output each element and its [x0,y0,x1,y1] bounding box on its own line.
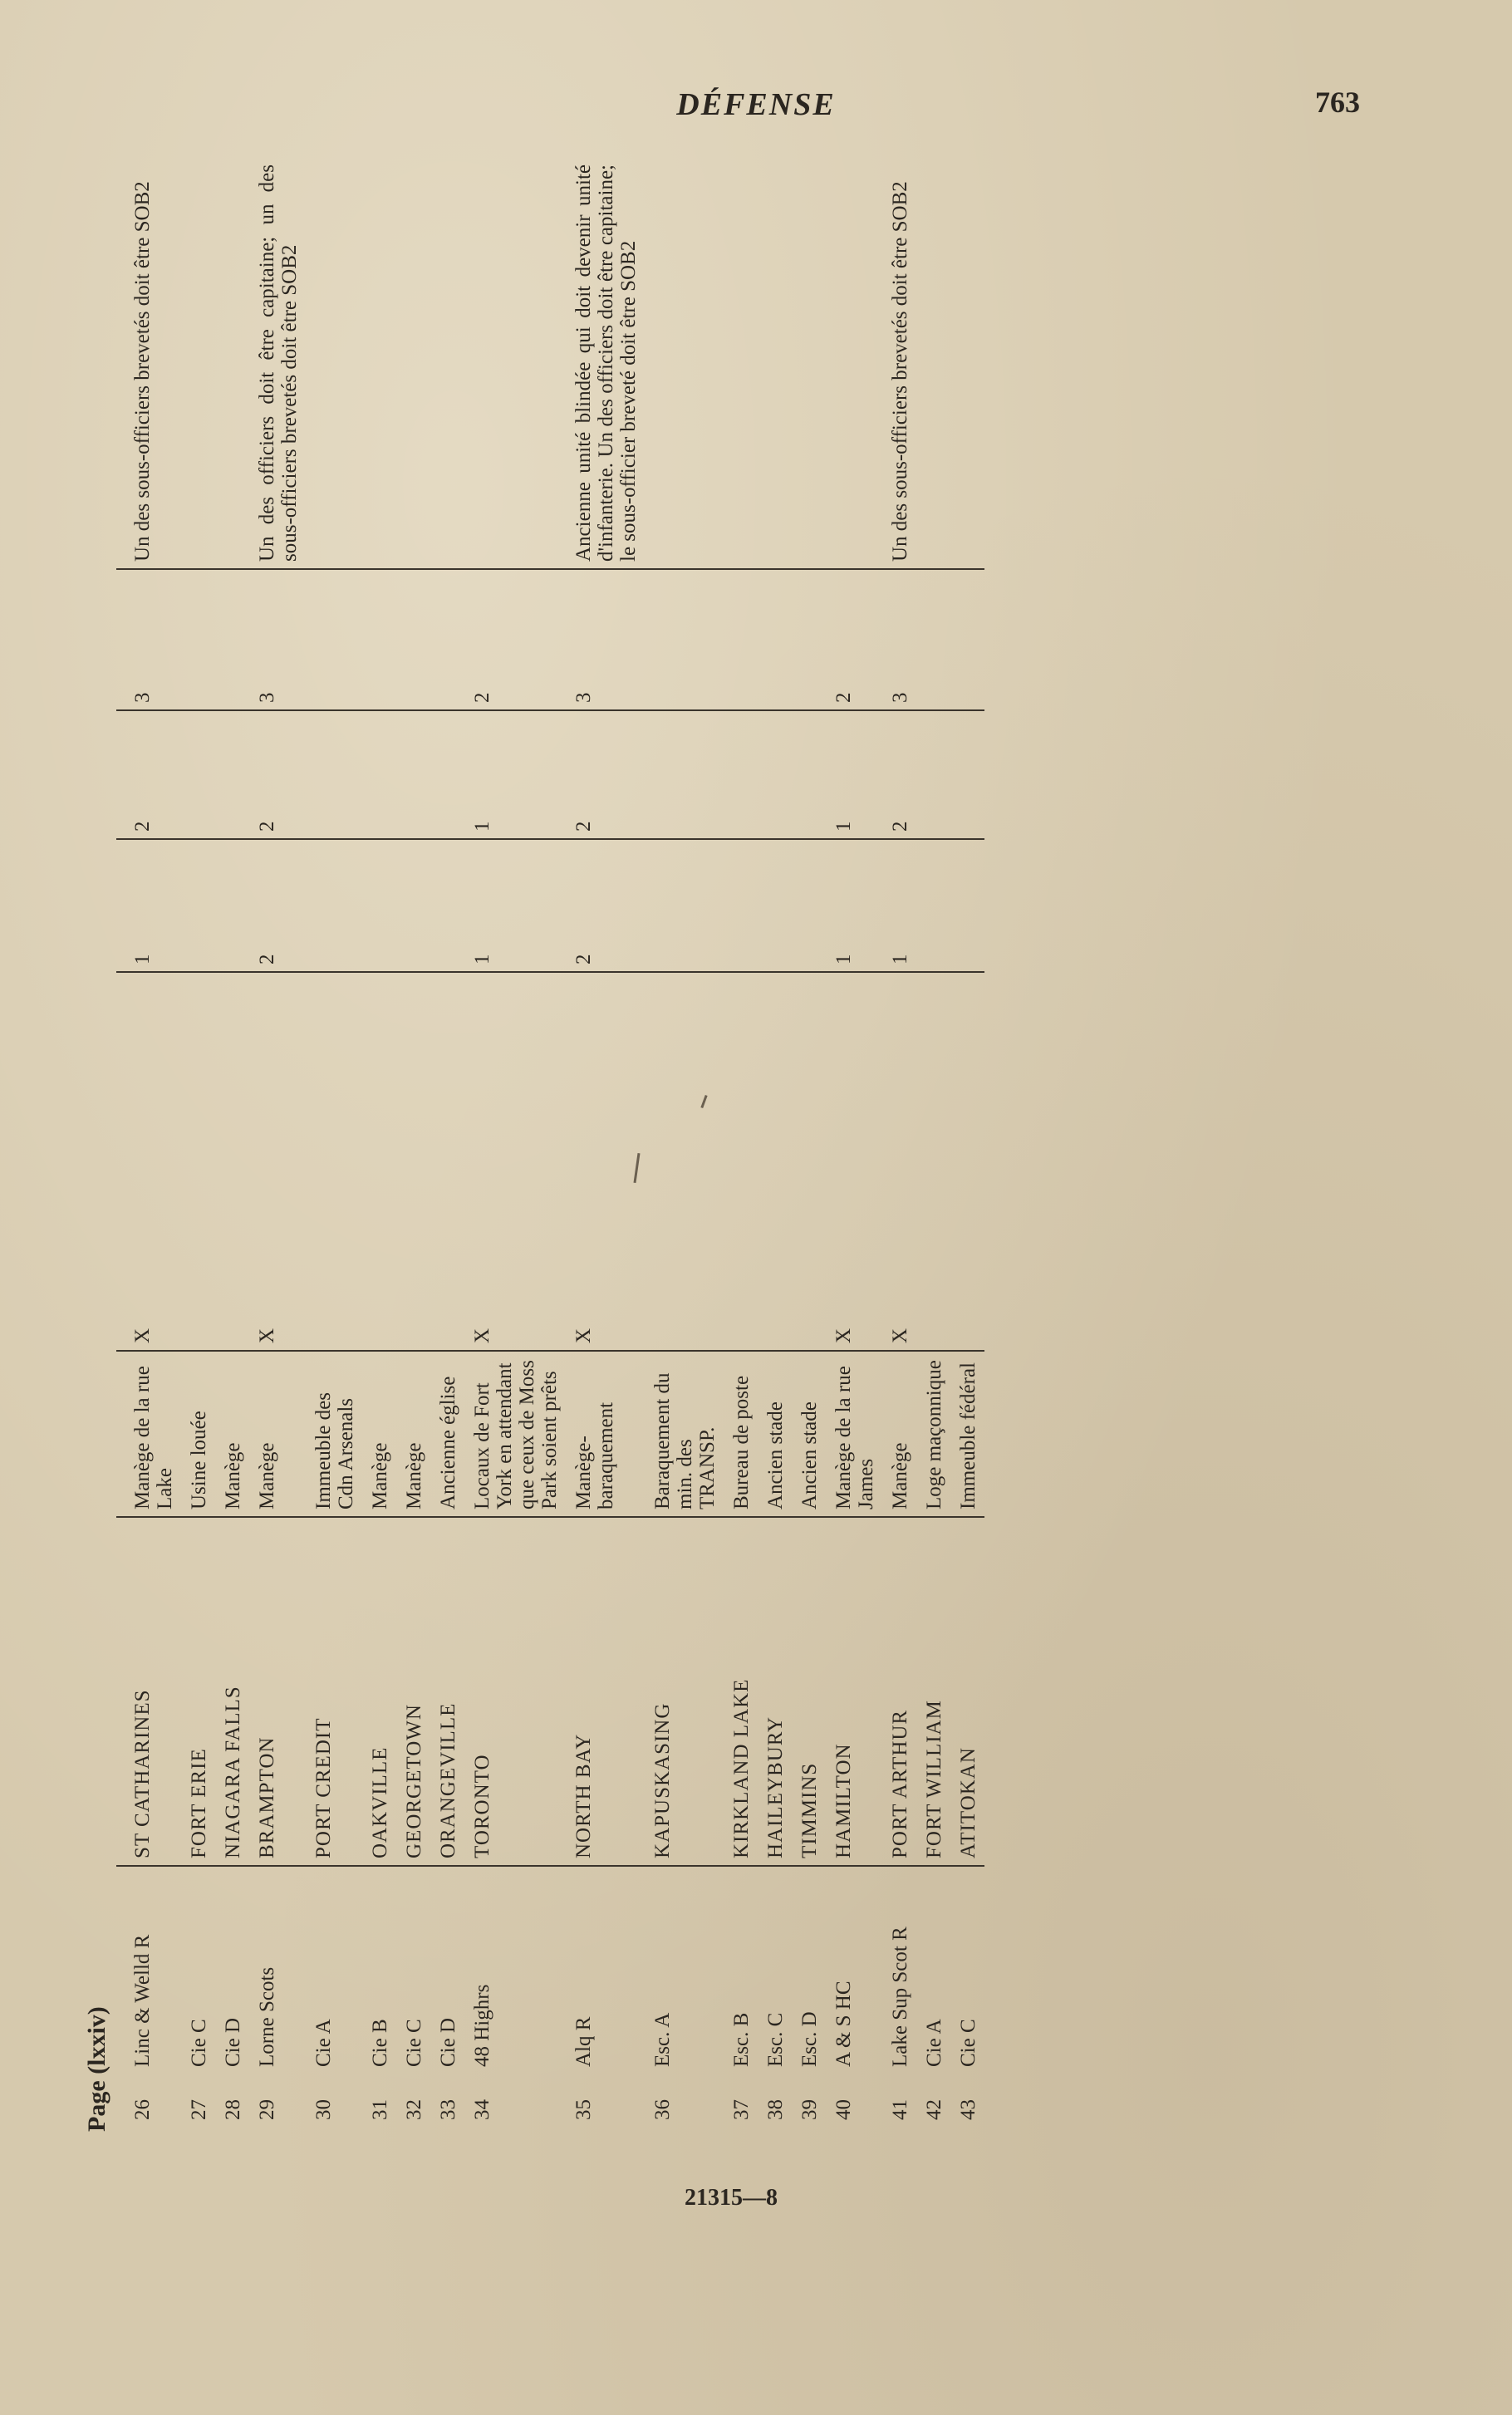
spacer-cell [116,972,125,1351]
place-name: PORT CREDIT [306,1517,362,1866]
remarks [396,158,430,569]
table-row [882,158,916,2127]
running-head: DÉFENSE [676,87,836,122]
x-mark [724,972,758,1351]
value-col-3 [950,569,984,710]
value-col-2: 1 [826,710,882,839]
row-number: 38 [764,2099,787,2120]
table-row [792,158,826,2127]
unit-name: Cie D [222,2017,244,2067]
garrison-table [116,158,984,2127]
value-col-1 [724,839,758,972]
building: Ancienne église [430,1351,464,1517]
value-col-3: 3 [566,569,645,710]
spacer-cell [116,158,125,569]
x-mark [758,972,792,1351]
value-col-1 [181,839,215,972]
x-mark [916,972,950,1351]
value-col-3 [645,569,724,710]
rotated-table-area [83,150,1296,2132]
table-row [724,158,758,2127]
row-number: 37 [730,2099,753,2120]
value-col-1 [645,839,724,972]
unit-name: A & S HC [832,1981,855,2067]
value-col-3: 2 [826,569,882,710]
unit-name: Cie A [312,2019,335,2067]
table-row [464,158,566,2127]
value-col-2: 2 [125,710,181,839]
value-col-2 [396,710,430,839]
x-mark: X [882,972,916,1351]
value-col-3 [362,569,396,710]
row-number: 29 [256,2099,278,2120]
x-mark: X [464,972,566,1351]
place-name: ATITOKAN [950,1517,984,1866]
building: Manège [882,1351,916,1517]
row-number: 36 [651,2099,674,2120]
building: Ancien stade [758,1351,792,1517]
remarks: Un des officiers doit être capitaine; un des sous-officiers brevetés doit être SOB2 [249,158,306,569]
value-col-3 [306,569,362,710]
unit-name: Lake Sup Scot R [889,1927,911,2067]
row-number: 42 [923,2099,945,2120]
value-col-3 [396,569,430,710]
value-col-1 [792,839,826,972]
remarks [464,158,566,569]
spacer-cell [116,839,125,972]
value-col-3 [724,569,758,710]
building: Manège [215,1351,249,1517]
value-col-3 [430,569,464,710]
spacer-cell [116,1351,125,1517]
value-col-1 [758,839,792,972]
row-number: 31 [369,2099,391,2120]
value-col-1 [362,839,396,972]
building: Bureau de poste [724,1351,758,1517]
remarks [758,158,792,569]
building: Immeuble des Cdn Arsenals [306,1351,362,1517]
unit-name: Alq R [572,2016,595,2067]
remarks [306,158,362,569]
x-mark [950,972,984,1351]
row-number: 26 [131,2099,154,2120]
table-row [950,158,984,2127]
value-col-1 [950,839,984,972]
place-name: ST CATHARINES [125,1517,181,1866]
remarks: Ancienne unité blindée qui doit devenir unité d'infanterie. Un des officiers doit être capitaine; le sous-officier breveté doit être SOB2 [566,158,645,569]
place-name: KAPUSKASING [645,1517,724,1866]
row-number: 34 [471,2099,493,2120]
unit-name: Cie C [403,2019,425,2067]
value-col-2 [758,710,792,839]
value-col-1 [306,839,362,972]
value-col-3: 3 [125,569,181,710]
place-name: BRAMPTON [249,1517,306,1866]
place-name: NORTH BAY [566,1517,645,1866]
table-row [430,158,464,2127]
x-mark: X [826,972,882,1351]
value-col-2 [724,710,758,839]
building: Usine louée [181,1351,215,1517]
unit-name: Esc. D [798,2011,821,2067]
x-mark: X [125,972,181,1351]
row-number: 39 [798,2099,821,2120]
place-name: KIRKLAND LAKE [724,1517,758,1866]
building: Manège [396,1351,430,1517]
x-mark [215,972,249,1351]
value-col-1: 1 [882,839,916,972]
unit-name: Cie B [369,2019,391,2067]
value-col-2 [916,710,950,839]
unit-name: 48 Highrs [471,1984,493,2067]
spacer-cell [116,1866,125,2074]
x-mark: X [566,972,645,1351]
value-col-3 [758,569,792,710]
row-number: 33 [437,2099,459,2120]
table-row [758,158,792,2127]
building: Manège [249,1351,306,1517]
unit-name: Cie C [957,2019,979,2067]
value-col-2 [950,710,984,839]
table-row [396,158,430,2127]
row-number: 30 [312,2099,335,2120]
remarks [430,158,464,569]
remarks [724,158,758,569]
remarks [826,158,882,569]
building: Manège [362,1351,396,1517]
building: Immeuble fédéral [950,1351,984,1517]
value-col-1: 1 [464,839,566,972]
table-row [362,158,396,2127]
value-col-2 [215,710,249,839]
value-col-2: 2 [882,710,916,839]
remarks [950,158,984,569]
value-col-3: 3 [882,569,916,710]
place-name: HAILEYBURY [758,1517,792,1866]
spacer-cell [116,569,125,710]
row-number: 35 [572,2099,595,2120]
unit-name: Lorne Scots [256,1966,278,2067]
place-name: FORT WILLIAM [916,1517,950,1866]
place-name: FORT ERIE [181,1517,215,1866]
value-col-2 [430,710,464,839]
building: Loge maçonnique [916,1351,950,1517]
x-mark [396,972,430,1351]
remarks [645,158,724,569]
table-row [125,158,181,2127]
value-col-3 [215,569,249,710]
x-mark [306,972,362,1351]
building: Ancien stade [792,1351,826,1517]
value-col-2 [306,710,362,839]
unit-name: Linc & Welld R [131,1934,154,2067]
spacer-cell [116,2074,125,2127]
value-col-3 [792,569,826,710]
building: Locaux de Fort York en attendant que ceux de Moss Park soient prêts [464,1351,566,1517]
x-mark [181,972,215,1351]
value-col-1: 2 [249,839,306,972]
value-col-3: 2 [464,569,566,710]
value-col-1: 1 [826,839,882,972]
table-row [249,158,306,2127]
value-col-3 [181,569,215,710]
building: Manège-baraquement [566,1351,645,1517]
unit-name: Esc. A [651,2012,674,2067]
row-number: 27 [188,2099,210,2120]
value-col-2 [645,710,724,839]
value-col-2 [362,710,396,839]
table-row [566,158,645,2127]
table-row [181,158,215,2127]
unit-name: Cie A [923,2019,945,2067]
remarks [792,158,826,569]
x-mark: X [249,972,306,1351]
remarks [916,158,950,569]
place-name: NIAGARA FALLS [215,1517,249,1866]
row-number: 32 [403,2099,425,2120]
spacer-cell [116,1517,125,1866]
x-mark [792,972,826,1351]
table-row [215,158,249,2127]
x-mark [362,972,396,1351]
place-name: GEORGETOWN [396,1517,430,1866]
row-number: 40 [832,2099,855,2120]
value-col-1 [430,839,464,972]
place-name: TORONTO [464,1517,566,1866]
print-code: 21315—8 [685,2185,778,2211]
row-number: 41 [889,2099,911,2120]
row-number: 28 [222,2099,244,2120]
unit-name: Cie D [437,2017,459,2067]
table-row [645,158,724,2127]
building: Baraquement du min. des TRANSP. [645,1351,724,1517]
remarks [215,158,249,569]
place-name: PORT ARTHUR [882,1517,916,1866]
x-mark [430,972,464,1351]
place-name: TIMMINS [792,1517,826,1866]
unit-name: Esc. C [764,2012,787,2067]
value-col-2 [181,710,215,839]
unit-name: Esc. B [730,2012,753,2067]
remarks [181,158,215,569]
building: Manège de la rue Lake [125,1351,181,1517]
x-mark [645,972,724,1351]
remarks [362,158,396,569]
place-name: HAMILTON [826,1517,882,1866]
remarks: Un des sous-officiers brevetés doit être SOB2 [882,158,916,569]
table-spacer [116,158,125,2127]
remarks: Un des sous-officiers brevetés doit être SOB2 [125,158,181,569]
value-col-3 [916,569,950,710]
table-row [306,158,362,2127]
value-col-1 [396,839,430,972]
value-col-2: 2 [566,710,645,839]
value-col-1 [916,839,950,972]
building: Manège de la rue James [826,1351,882,1517]
page-number: 763 [1315,86,1360,119]
value-col-2: 2 [249,710,306,839]
value-col-3: 3 [249,569,306,710]
spacer-cell [116,710,125,839]
row-number: 43 [957,2099,979,2120]
value-col-1: 2 [566,839,645,972]
unit-name: Cie C [188,2019,210,2067]
value-col-1: 1 [125,839,181,972]
value-col-1 [215,839,249,972]
place-name: OAKVILLE [362,1517,396,1866]
table-row [826,158,882,2127]
value-col-2 [792,710,826,839]
value-col-2: 1 [464,710,566,839]
table-caption: Page (lxxiv) [83,2006,110,2132]
place-name: ORANGEVILLE [430,1517,464,1866]
table-row [916,158,950,2127]
